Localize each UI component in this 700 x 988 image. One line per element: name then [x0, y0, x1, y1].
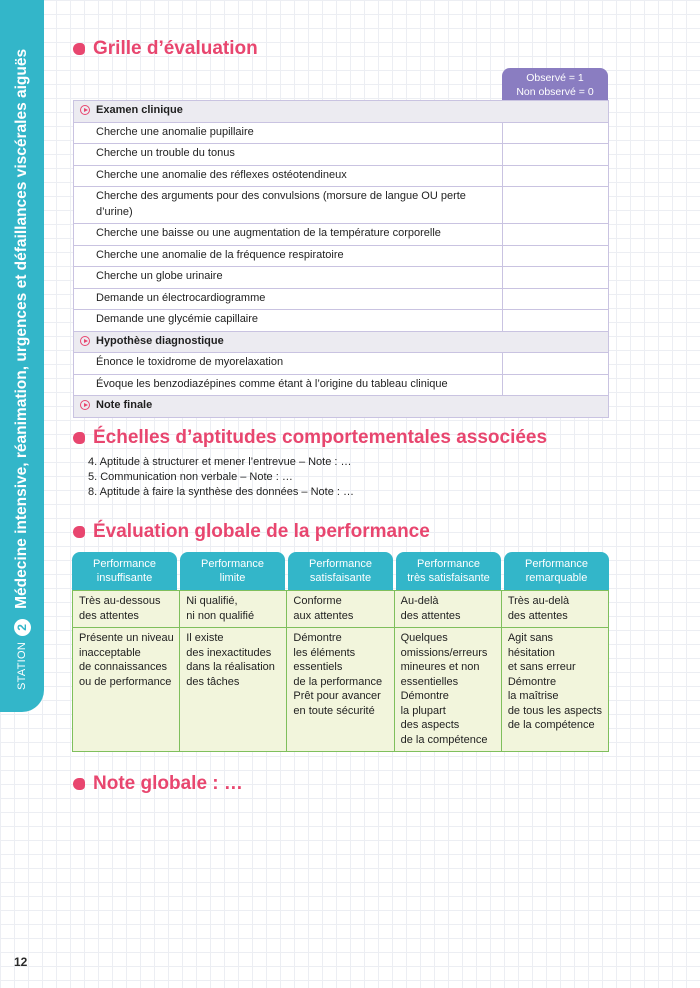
performance-level-cell: Très au-dessous des attentes	[79, 595, 161, 622]
performance-level-cell: Très au-delà des attentes	[501, 591, 608, 627]
grid-item-row	[73, 186, 609, 223]
station-number-badge: 2	[14, 619, 31, 636]
grid-row-text: Cherche des arguments pour des convulsions (morsure de langue OU perte d’urine)	[96, 190, 466, 218]
grid-row-label	[74, 375, 502, 396]
performance-description-cell: Présente un niveau inacceptable de connaissances ou de performance	[79, 632, 174, 688]
performance-description-cell: Il existe des inexactitudes dans la réalisation des tâches	[179, 628, 286, 751]
grid-row-text: Énonce le toxidrome de myorelaxation	[96, 356, 284, 368]
grid-row-label	[74, 310, 502, 331]
performance-level-cell: Ni qualifié, ni non qualifié	[179, 591, 286, 627]
performance-header-cell: Performance remarquable	[504, 552, 609, 590]
grid-row-label	[74, 396, 502, 417]
performance-description-cell: Quelques omissions/erreurs mineures et non essentielles Démontre la plupart des aspects de la compétence	[394, 628, 501, 751]
performance-body	[72, 590, 609, 752]
performance-header-cell: Performance très satisfaisante	[396, 552, 501, 590]
grid-row-text: Demande une glycémie capillaire	[96, 313, 259, 325]
score-cell[interactable]	[502, 123, 608, 144]
grid-row-label	[74, 353, 502, 374]
grid-row-label	[74, 267, 502, 288]
performance-header-cell: Performance insuffisante	[72, 552, 177, 590]
grid-row-label	[74, 332, 502, 353]
grid-row-text: Cherche une anomalie pupillaire	[96, 125, 254, 138]
performance-row-level	[73, 591, 608, 627]
score-cell[interactable]	[502, 144, 608, 165]
grid-row-label	[74, 123, 502, 144]
grid-row-text: Cherche une baisse ou une augmentation de la température corporelle	[96, 227, 441, 239]
note-globale-heading	[73, 773, 243, 795]
performance-header-cell: Performance satisfaisante	[288, 552, 393, 590]
grid-item-row	[73, 352, 609, 374]
grid-row-label	[74, 144, 502, 165]
grid-row-text: Note finale	[96, 399, 153, 411]
grid-row-text: Cherche une anomalie des réflexes ostéotendineux	[96, 168, 347, 181]
station-label: STATION	[16, 641, 28, 690]
grid-item-row	[73, 266, 609, 288]
score-cell[interactable]	[502, 353, 608, 374]
section-score-cell	[502, 396, 608, 417]
grid-row-label	[74, 101, 502, 122]
section-arrow-icon	[80, 400, 90, 410]
grid-row-text: Cherche une anomalie de la fréquence respiratoire	[96, 248, 344, 261]
score-header-not-observed: Non observé = 0	[516, 86, 594, 98]
grid-item-row	[73, 122, 609, 144]
score-cell[interactable]	[502, 166, 608, 187]
grid-row-text: Évoque les benzodiazépines comme étant à l’origine du tableau clinique	[96, 377, 448, 390]
score-header-observed: Observé = 1	[526, 72, 584, 84]
grid-section-row	[73, 331, 609, 353]
echelles-heading	[73, 427, 547, 449]
grid-rows	[73, 100, 609, 418]
chapter-title: Médecine intensive, réanimation, urgences et défaillances viscérales aiguës	[13, 48, 30, 609]
performance-header-row	[72, 552, 609, 590]
grille-heading	[73, 38, 258, 60]
performance-table	[72, 552, 609, 752]
grid-item-row	[73, 374, 609, 396]
note-globale-text: Note globale : …	[93, 773, 243, 794]
heading-bullet-icon	[73, 526, 85, 538]
grid-item-row	[73, 288, 609, 310]
sidebar-tab	[0, 0, 44, 712]
grid-row-text: Cherche un trouble du tonus	[96, 147, 235, 159]
performance-row-description	[73, 627, 608, 751]
performance-level-cell: Au-delà des attentes	[394, 591, 501, 627]
grid-item-row	[73, 245, 609, 267]
grid-row-label	[74, 246, 502, 267]
score-cell[interactable]	[502, 224, 608, 245]
section-score-cell	[502, 332, 608, 353]
aptitude-item: 8. Aptitude à faire la synthèse des données – Note : …	[88, 486, 355, 498]
score-cell[interactable]	[502, 289, 608, 310]
section-arrow-icon	[80, 336, 90, 346]
page-number: 12	[14, 955, 28, 969]
grid-section-row	[73, 100, 609, 122]
echelles-heading-text: Échelles d’aptitudes comportementales associées	[93, 427, 548, 448]
score-cell[interactable]	[502, 375, 608, 396]
evaluation-heading	[73, 521, 430, 543]
performance-header-cell: Performance limite	[180, 552, 285, 590]
heading-bullet-icon	[73, 43, 85, 55]
aptitudes-list	[88, 455, 354, 500]
grid-row-label	[74, 289, 502, 310]
performance-description-cell: Démontre les éléments essentiels de la performance Prêt pour avancer en toute sécurité	[286, 628, 393, 751]
grid-row-label	[74, 187, 502, 223]
performance-level-cell: Conforme aux attentes	[286, 591, 393, 627]
grid-row-text: Demande un électrocardiogramme	[96, 291, 266, 304]
score-cell[interactable]	[502, 187, 608, 223]
section-score-cell	[502, 101, 608, 122]
grid-row-label	[74, 224, 502, 245]
score-cell[interactable]	[502, 310, 608, 331]
score-column-header	[502, 68, 608, 100]
heading-bullet-icon	[73, 432, 85, 444]
section-arrow-icon	[80, 105, 90, 115]
evaluation-heading-text: Évaluation globale de la performance	[93, 521, 430, 542]
grid-row-text: Hypothèse diagnostique	[96, 334, 224, 347]
heading-bullet-icon	[73, 778, 85, 790]
grid-row-text: Examen clinique	[96, 104, 183, 116]
aptitude-item: 4. Aptitude à structurer et mener l’entrevue – Note : …	[88, 456, 352, 468]
score-cell[interactable]	[502, 246, 608, 267]
grid-row-label	[74, 166, 502, 187]
grid-section-row	[73, 395, 609, 417]
grid-row-text: Cherche un globe urinaire	[96, 270, 223, 282]
performance-description-cell: Agit sans hésitation et sans erreur Démontre la maîtrise de tous les aspects de la compétence	[501, 628, 608, 751]
grid-item-row	[73, 143, 609, 165]
sidebar-label	[13, 49, 31, 690]
score-cell[interactable]	[502, 267, 608, 288]
grid-item-row	[73, 223, 609, 245]
aptitude-item: 5. Communication non verbale – Note : …	[88, 471, 293, 483]
grille-heading-text: Grille d’évaluation	[93, 38, 258, 59]
grid-item-row	[73, 165, 609, 187]
grid-item-row	[73, 309, 609, 331]
